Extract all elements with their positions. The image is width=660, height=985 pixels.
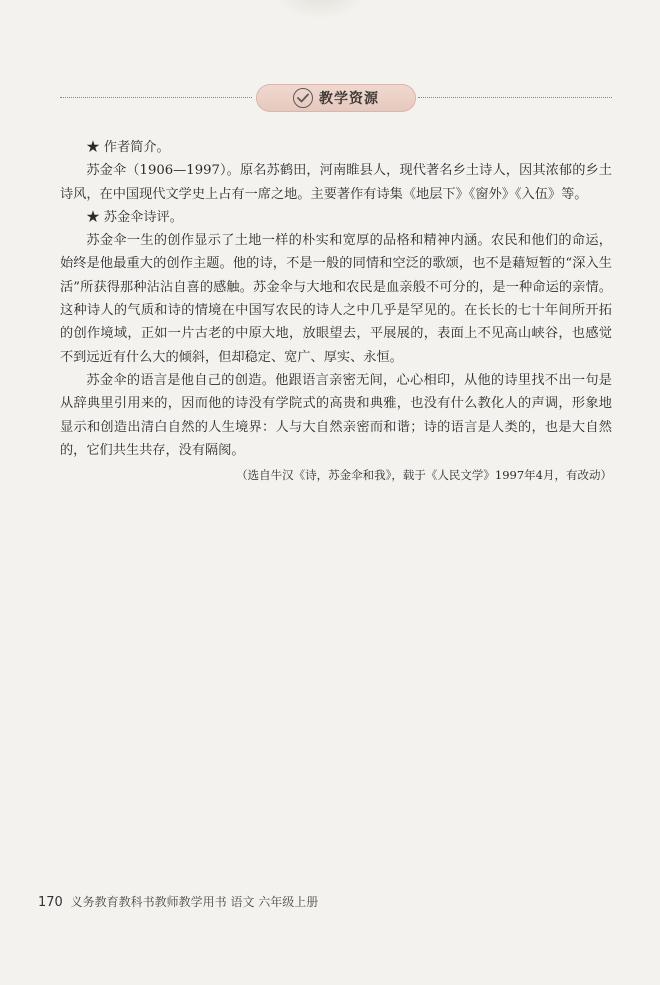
header-divider-left <box>60 97 252 98</box>
header-divider-right <box>418 97 612 98</box>
article-content <box>60 136 612 487</box>
book-title: 义务教育教科书教师教学用书 语文 六年级上册 <box>70 895 319 909</box>
section-header <box>60 84 612 112</box>
page-footer <box>38 893 318 910</box>
section-title: 教学资源 <box>319 91 379 107</box>
poetry-review-paragraph-1: 苏金伞一生的创作显示了土地一样的朴实和宽厚的品格和精神内涵。农民和他们的命运，始终是他最重大的创作主题。他的诗，不是一般的同情和空泛的歌颂，也不是藉短暂的“深入生活”所获得那种沾沾自喜的感触。苏金伞与大地和农民是血亲般不可分的，是一种命运的亲情。这种诗人的气质和诗的情境在中国写农民的诗人之中几乎是罕见的。在长长的七十年间所开拓的创作境域，正如一片古老的中原大地，放眼望去，平展展的，表面上不见高山峡谷，也感觉不到远近有什么大的倾斜，但却稳定、宽广、厚实、永恒。 <box>60 233 612 365</box>
poetry-review-paragraph-2: 苏金伞的语言是他自己的创造。他跟语言亲密无间，心心相印，从他的诗里找不出一句是从辞典里引用来的，因而他的诗没有学院式的高贵和典雅，也没有什么教化人的声调，形象地显示和创造出清白自然的人生境界：人与大自然亲密而和谐；诗的语言是人类的，也是大自然的，它们共生共存，没有隔阂。 <box>60 372 612 458</box>
poetry-review-heading: ★ 苏金伞诗评。 <box>86 209 183 225</box>
page-number: 170 <box>38 895 63 910</box>
check-circle-icon <box>293 88 313 108</box>
decorative-smudge <box>270 0 370 20</box>
section-title-pill <box>256 84 416 112</box>
author-intro-paragraph: 苏金伞（1906—1997）。原名苏鹤田，河南睢县人，现代著名乡土诗人，因其浓郁的乡土诗风，在中国现代文学史上占有一席之地。主要著作有诗集《地层下》《窗外》《入伍》等。 <box>60 163 612 202</box>
source-citation: （选自牛汉《诗，苏金伞和我》，载于《人民文学》1997年4月，有改动） <box>236 468 612 483</box>
author-intro-heading: ★ 作者简介。 <box>86 140 170 155</box>
